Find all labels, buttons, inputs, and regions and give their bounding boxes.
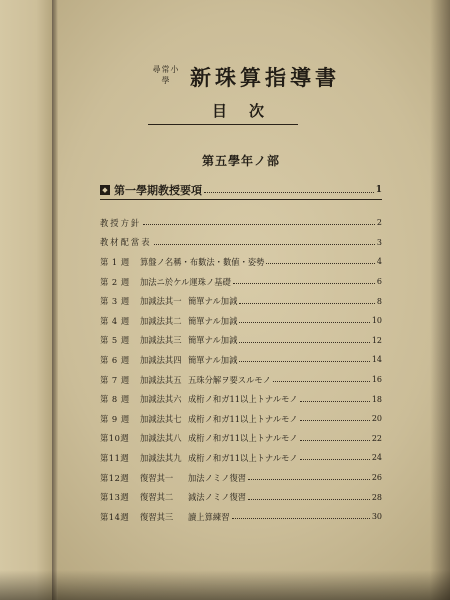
leader-dots <box>300 420 370 421</box>
toc-entry <box>100 311 382 331</box>
entry-label: 加減法其二 <box>140 315 182 326</box>
page-number: 14 <box>371 355 382 365</box>
book-title: 新珠算指導書 <box>190 65 340 90</box>
leader-dots <box>232 518 370 519</box>
week-number: 第 7 週 <box>100 374 130 385</box>
entry-title: 簡單ナル加減 <box>188 315 238 326</box>
leader-dots <box>239 342 369 343</box>
week-number: 第 8 週 <box>100 394 130 405</box>
toc-entry <box>100 487 382 507</box>
entry-label: 加減法其一 <box>140 296 182 307</box>
page-number: 24 <box>371 453 382 463</box>
toc-entry <box>100 233 382 253</box>
page-number: 8 <box>376 296 382 306</box>
week-number: 第 2 週 <box>100 276 130 287</box>
toc-entry <box>100 370 382 390</box>
leader-dots <box>300 459 370 460</box>
page-gutter <box>52 0 58 600</box>
page-number: 6 <box>376 277 382 287</box>
facing-page-edge <box>0 0 52 600</box>
week-number: 第14週 <box>100 511 130 522</box>
week-number: 第12週 <box>100 472 130 483</box>
page-number: 16 <box>371 375 382 385</box>
toc-entry <box>100 272 382 292</box>
entry-title: 五珠分解ヲ要スルモノ <box>188 374 271 385</box>
contents-divider <box>148 124 298 125</box>
toc-entry <box>100 350 382 370</box>
week-number: 第 6 週 <box>100 354 130 365</box>
toc-entry <box>100 291 382 311</box>
entry-label: 加減法其四 <box>140 354 182 365</box>
entry-title: 加法ニ於ケル運珠ノ基礎 <box>140 276 231 287</box>
entry-label: 加減法其七 <box>140 413 182 424</box>
table-of-contents <box>100 213 382 527</box>
week-number: 第11週 <box>100 452 130 463</box>
entry-label: 加減法其九 <box>140 452 182 463</box>
toc-entry <box>100 507 382 527</box>
entry-label: 復習其二 <box>140 492 174 503</box>
leader-dots <box>239 361 369 362</box>
entry-label: 復習其一 <box>140 472 174 483</box>
entry-title: 減法ノミノ復習 <box>188 492 247 503</box>
part-title: 第一學期教授要項 <box>114 184 202 197</box>
toc-entry <box>100 468 382 488</box>
leader-dots <box>143 224 375 225</box>
page-number: 10 <box>371 316 382 326</box>
leader-dots <box>266 263 374 264</box>
entry-title: 讀上算練習 <box>188 511 230 522</box>
section-heading: 第五學年ノ部 <box>202 154 281 168</box>
page-number: 18 <box>371 394 382 404</box>
entry-label: 加減法其八 <box>140 433 182 444</box>
entry-title: 簡單ナル加減 <box>188 335 238 346</box>
entry-label: 加減法其六 <box>140 394 182 405</box>
leader-dots <box>233 283 375 284</box>
page-number: 28 <box>371 492 382 502</box>
contents-heading: 目次 <box>212 102 287 120</box>
page-number: 22 <box>371 433 382 443</box>
part-heading <box>100 182 382 198</box>
leader-dots <box>239 303 375 304</box>
leader-dots <box>300 440 370 441</box>
page-number: 4 <box>376 257 382 267</box>
toc-entry <box>100 252 382 272</box>
week-number: 第 5 週 <box>100 335 130 346</box>
toc-entry <box>100 429 382 449</box>
toc-entry <box>100 448 382 468</box>
week-number: 第 3 週 <box>100 296 130 307</box>
toc-entry <box>100 331 382 351</box>
toc-entry <box>100 389 382 409</box>
page-number: 30 <box>371 512 382 522</box>
page-number: 3 <box>376 237 382 247</box>
week-number: 第 4 週 <box>100 315 130 326</box>
entry-title: 成桁ノ和ガ11以上トナルモノ <box>188 394 298 405</box>
entry-label: 加減法其三 <box>140 335 182 346</box>
diamond-icon: ◆ <box>100 185 110 195</box>
entry-title: 成桁ノ和ガ11以上トナルモノ <box>188 452 298 463</box>
part-divider <box>100 199 382 200</box>
leader-dots <box>273 381 370 382</box>
week-number: 第 9 週 <box>100 413 130 424</box>
page-number: 26 <box>371 473 382 483</box>
entry-title: 簡單ナル加減 <box>188 354 238 365</box>
toc-entry <box>100 213 382 233</box>
page-number: 2 <box>376 218 382 228</box>
entry-title: 算盤ノ名稱・布數法・數値・姿勢 <box>140 256 265 267</box>
toc-entry <box>100 409 382 429</box>
week-number: 第13週 <box>100 492 130 503</box>
entry-label: 復習其三 <box>140 511 174 522</box>
leader-dots <box>248 499 370 500</box>
title-prefix: 尋常小學 <box>152 65 180 85</box>
leader-dots <box>248 479 370 480</box>
entry-title: 教材配當表 <box>100 237 152 248</box>
page-edge-shadow <box>430 0 450 600</box>
page-number: 12 <box>371 335 382 345</box>
leader-dots <box>204 192 374 193</box>
entry-title: 成桁ノ和ガ11以上トナルモノ <box>188 433 298 444</box>
bottom-shadow <box>0 570 450 600</box>
week-number: 第10週 <box>100 433 130 444</box>
entry-title: 簡單ナル加減 <box>188 296 238 307</box>
week-number: 第 1 週 <box>100 256 130 267</box>
leader-dots <box>154 244 375 245</box>
leader-dots <box>239 322 369 323</box>
entry-title: 教授方針 <box>100 217 142 228</box>
leader-dots <box>300 401 370 402</box>
page-number: 1 <box>375 185 382 195</box>
entry-label: 加減法其五 <box>140 374 182 385</box>
entry-title: 成桁ノ和ガ11以上トナルモノ <box>188 413 298 424</box>
page-number: 20 <box>371 414 382 424</box>
entry-title: 加法ノミノ復習 <box>188 472 247 483</box>
